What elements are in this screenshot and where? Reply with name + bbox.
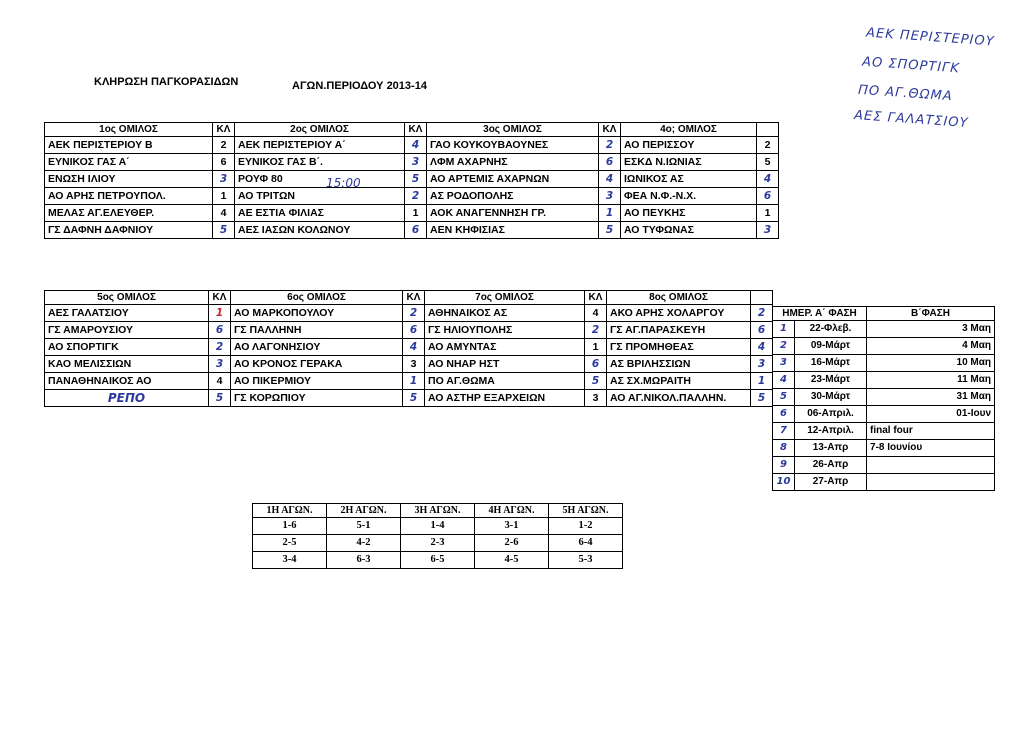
table-row [773,423,995,440]
date-cell: 22-Φλεβ. [795,321,867,338]
draw-number: 1 [405,205,427,222]
matchday-number: 1 [773,321,795,338]
date-cell: 11 Μαη [867,372,995,389]
team-cell: ΑΟ ΜΑΡΚΟΠΟΥΛΟΥ [231,305,403,322]
header-cell: 7ος ΟΜΙΛΟΣ [425,291,585,305]
date-cell: 26-Απρ [795,457,867,474]
header-cell: 4Η ΑΓΩΝ. [475,504,549,518]
draw-number: 6 [403,322,425,339]
table-row [45,322,773,339]
team-cell: ΑΟ ΑΣΤΗΡ ΕΞΑΡΧΕΙΩΝ [425,390,585,407]
table-header-row [45,291,773,305]
date-cell [867,474,995,491]
table-row [45,373,773,390]
team-cell: ΑΕΣ ΓΑΛΑΤΣΙΟΥ [45,305,209,322]
table-row [773,321,995,338]
team-cell: ΑΟ ΠΕΥΚΗΣ [621,205,757,222]
draw-number: 3 [209,356,231,373]
date-cell: 23-Μάρτ [795,372,867,389]
draw-number: 3 [403,356,425,373]
header-cell: ΚΛ [209,291,231,305]
draw-number: 6 [213,154,235,171]
date-cell: 3 Μαη [867,321,995,338]
team-cell: ΓΣ ΠΑΛΛΗΝΗ [231,322,403,339]
handnote-3: ΠΟ ΑΓ.ΘΩΜΑ [857,82,954,105]
draw-number: 2 [209,339,231,356]
pairing-cell: 1-4 [401,518,475,535]
draw-number: 1 [751,373,773,390]
date-cell: 7-8 Ιουνίου [867,440,995,457]
team-cell: ΓΣ ΗΛΙΟΥΠΟΛΗΣ [425,322,585,339]
header-cell: 3ος ΟΜΙΛΟΣ [427,123,599,137]
draw-number: 3 [599,188,621,205]
matchday-number: 4 [773,372,795,389]
table-header-row [45,123,779,137]
handnote-4: ΑΕΣ ΓΑΛΑΤΣΙΟΥ [853,108,969,131]
team-cell: ΡΕΠΟ [45,390,209,407]
team-cell: ΓΣ ΠΡΟΜΗΘΕΑΣ [607,339,751,356]
table-row [45,356,773,373]
draw-number: 6 [751,322,773,339]
header-cell: ΚΛ [599,123,621,137]
draw-number: 4 [213,205,235,222]
draw-number: 1 [757,205,779,222]
team-cell: ΓΑΟ ΚΟΥΚΟΥΒΑΟΥΝΕΣ [427,137,599,154]
team-cell: ΑΕ ΕΣΤΙΑ ΦΙΛΙΑΣ [235,205,405,222]
draw-number: 4 [209,373,231,390]
draw-number: 2 [403,305,425,322]
header-cell: 1Η ΑΓΩΝ. [253,504,327,518]
header-cell: ΗΜΕΡ. Α΄ ΦΑΣΗ [773,307,867,321]
team-cell: ΑΟ ΑΜΥΝΤΑΣ [425,339,585,356]
header-cell: 4ο; ΟΜΙΛΟΣ [621,123,757,137]
team-cell: ΑΟΚ ΑΝΑΓΕΝΝΗΣΗ ΓΡ. [427,205,599,222]
header-cell: Β΄ΦΑΣΗ [867,307,995,321]
draw-number: 2 [405,188,427,205]
matchday-number: 7 [773,423,795,440]
draw-number: 4 [751,339,773,356]
header-cell: ΚΛ [585,291,607,305]
team-cell: ΑΟ ΣΠΟΡΤΙΓΚ [45,339,209,356]
draw-number: 5 [209,390,231,407]
pairing-cell: 5-1 [327,518,401,535]
date-cell: 09-Μάρτ [795,338,867,355]
date-cell: 16-Μάρτ [795,355,867,372]
table-row [45,137,779,154]
draw-number: 6 [209,322,231,339]
team-cell: ΡΟΥΦ 80 [235,171,405,188]
pairing-cell: 2-3 [401,535,475,552]
table-header-row [773,307,995,321]
draw-number: 4 [405,137,427,154]
team-cell: ΑΘΗΝΑΙΚΟΣ ΑΣ [425,305,585,322]
header-cell [751,291,773,305]
team-cell: ΑΣ ΒΡΙΛΗΣΣΙΩΝ [607,356,751,373]
team-cell: ΑΟ ΑΡΗΣ ΠΕΤΡΟΥΠΟΛ. [45,188,213,205]
date-cell: 01-Ιουν [867,406,995,423]
table-row [253,535,623,552]
team-cell: ΓΣ ΔΑΦΝΗ ΔΑΦΝΙΟΥ [45,222,213,239]
draw-number: 1 [209,305,231,322]
draw-number: 1 [585,339,607,356]
header-cell: 8ος ΟΜΙΛΟΣ [607,291,751,305]
draw-number: 2 [585,322,607,339]
rounds-table [252,503,623,569]
pairing-cell: 2-5 [253,535,327,552]
header-cell: 1ος ΟΜΙΛΟΣ [45,123,213,137]
draw-number: 3 [585,390,607,407]
table-row [45,339,773,356]
table-row [253,552,623,569]
table-row [773,440,995,457]
draw-number: 2 [213,137,235,154]
handnote-1: ΑΕΚ ΠΕΡΙΣΤΕΡΙΟΥ [865,25,996,50]
draw-number: 6 [585,356,607,373]
draw-number: 5 [599,222,621,239]
pairing-cell: 6-3 [327,552,401,569]
table-row [45,205,779,222]
header-cell: 3Η ΑΓΩΝ. [401,504,475,518]
table-row [773,389,995,406]
table-header-row [253,504,623,518]
draw-number: 6 [757,188,779,205]
draw-number: 2 [599,137,621,154]
pairing-cell: 2-6 [475,535,549,552]
team-cell: ΕΣΚΔ Ν.ΙΩΝΙΑΣ [621,154,757,171]
date-cell: 30-Μάρτ [795,389,867,406]
team-cell: ΑΟ ΝΗΑΡ ΗΣΤ [425,356,585,373]
draw-number: 5 [751,390,773,407]
table-row [773,338,995,355]
date-cell: 31 Μαη [867,389,995,406]
team-cell: ΑΚΟ ΑΡΗΣ ΧΟΛΑΡΓΟΥ [607,305,751,322]
draw-number: 5 [585,373,607,390]
matchday-number: 3 [773,355,795,372]
team-cell: ΑΟ ΑΓ.ΝΙΚΟΛ.ΠΑΛΛΗΝ. [607,390,751,407]
draw-number: 3 [405,154,427,171]
schedule-table [772,306,995,491]
draw-number: 2 [751,305,773,322]
date-cell: 10 Μαη [867,355,995,372]
draw-number: 5 [213,222,235,239]
team-cell: ΓΣ ΑΜΑΡΟΥΣΙΟΥ [45,322,209,339]
handwritten-time: 15:00 [326,176,361,190]
team-cell: ΙΩΝΙΚΟΣ ΑΣ [621,171,757,188]
draw-number: 3 [751,356,773,373]
matchday-number: 6 [773,406,795,423]
matchday-number: 8 [773,440,795,457]
date-cell: 12-Απριλ. [795,423,867,440]
draw-number: 4 [403,339,425,356]
table-row [253,518,623,535]
date-cell: 27-Απρ [795,474,867,491]
team-cell: ΕΥΝΙΚΟΣ ΓΑΣ Α΄ [45,154,213,171]
table-row [773,474,995,491]
header-cell: ΚΛ [405,123,427,137]
pairing-cell: 4-5 [475,552,549,569]
team-cell: ΠΑΝΑΘΗΝΑΙΚΟΣ ΑΟ [45,373,209,390]
team-cell: ΑΟ ΚΡΟΝΟΣ ΓΕΡΑΚΑ [231,356,403,373]
page-title: ΚΛΗΡΩΣΗ ΠΑΓΚΟΡΑΣΙΔΩΝ [94,76,239,88]
team-cell: ΑΟ ΠΕΡΙΣΣΟΥ [621,137,757,154]
team-cell: ΑΟ ΛΑΓΟΝΗΣΙΟΥ [231,339,403,356]
team-cell: ΑΟ ΠΙΚΕΡΜΙΟΥ [231,373,403,390]
draw-number: 5 [757,154,779,171]
draw-number: 1 [213,188,235,205]
table-row [45,188,779,205]
team-cell: ΑΟ ΑΡΤΕΜΙΣ ΑΧΑΡΝΩΝ [427,171,599,188]
period-label: ΑΓΩΝ.ΠΕΡΙΟΔΟΥ 2013-14 [292,80,427,92]
team-cell: ΛΦΜ ΑΧΑΡΝΗΣ [427,154,599,171]
draw-number: 5 [405,171,427,188]
table-row [773,355,995,372]
pairing-cell: 6-4 [549,535,623,552]
date-cell: 06-Απριλ. [795,406,867,423]
matchday-number: 5 [773,389,795,406]
team-cell: ΑΕΝ ΚΗΦΙΣΙΑΣ [427,222,599,239]
draw-number: 3 [213,171,235,188]
draw-number: 6 [405,222,427,239]
date-cell: 4 Μαη [867,338,995,355]
draw-number: 3 [757,222,779,239]
table-row [773,372,995,389]
header-cell: 5ος ΟΜΙΛΟΣ [45,291,209,305]
team-cell: ΓΣ ΚΟΡΩΠΙΟΥ [231,390,403,407]
team-cell: ΑΟ ΤΥΦΩΝΑΣ [621,222,757,239]
header-cell: 2ος ΟΜΙΛΟΣ [235,123,405,137]
pairing-cell: 6-5 [401,552,475,569]
draw-number: 1 [599,205,621,222]
pairing-cell: 3-1 [475,518,549,535]
date-cell: 13-Απρ [795,440,867,457]
team-cell: ΕΥΝΙΚΟΣ ΓΑΣ Β΄. [235,154,405,171]
pairing-cell: 1-6 [253,518,327,535]
header-cell: 5Η ΑΓΩΝ. [549,504,623,518]
table-row [45,305,773,322]
pairing-cell: 3-4 [253,552,327,569]
team-cell: ΕΝΩΣΗ ΙΛΙΟΥ [45,171,213,188]
table-row [45,154,779,171]
table-row [45,390,773,407]
header-cell: ΚΛ [213,123,235,137]
header-cell: ΚΛ [403,291,425,305]
draw-number: 4 [585,305,607,322]
date-cell [867,457,995,474]
header-cell: 6ος ΟΜΙΛΟΣ [231,291,403,305]
team-cell: ΑΕΚ ΠΕΡΙΣΤΕΡΙΟΥ Β [45,137,213,154]
matchday-number: 10 [773,474,795,491]
team-cell: ΜΕΛΑΣ ΑΓ.ΕΛΕΥΘΕΡ. [45,205,213,222]
groups-table-top [44,122,779,239]
draw-number: 6 [599,154,621,171]
table-row [45,171,779,188]
pairing-cell: 5-3 [549,552,623,569]
table-row [45,222,779,239]
matchday-number: 9 [773,457,795,474]
draw-number: 2 [757,137,779,154]
table-row [773,406,995,423]
handnote-2: ΑΟ ΣΠΟΡΤΙΓΚ [861,54,961,77]
team-cell: ΑΕΣ ΙΑΣΩΝ ΚΟΛΩΝΟΥ [235,222,405,239]
team-cell: ΦΕΑ Ν.Φ.-Ν.Χ. [621,188,757,205]
team-cell: ΑΟ ΤΡΙΤΩΝ [235,188,405,205]
team-cell: ΑΣ ΡΟΔΟΠΟΛΗΣ [427,188,599,205]
header-cell [757,123,779,137]
team-cell: ΓΣ ΑΓ.ΠΑΡΑΣΚΕΥΗ [607,322,751,339]
date-cell: final four [867,423,995,440]
pairing-cell: 4-2 [327,535,401,552]
team-cell: ΑΕΚ ΠΕΡΙΣΤΕΡΙΟΥ Α΄ [235,137,405,154]
groups-table-bottom [44,290,773,407]
header-cell: 2Η ΑΓΩΝ. [327,504,401,518]
pairing-cell: 1-2 [549,518,623,535]
table-row [773,457,995,474]
draw-number: 4 [757,171,779,188]
team-cell: ΑΣ ΣΧ.ΜΩΡΑΙΤΗ [607,373,751,390]
matchday-number: 2 [773,338,795,355]
team-cell: ΚΑΟ ΜΕΛΙΣΣΙΩΝ [45,356,209,373]
draw-number: 4 [599,171,621,188]
team-cell: ΠΟ ΑΓ.ΘΩΜΑ [425,373,585,390]
draw-number: 5 [403,390,425,407]
draw-number: 1 [403,373,425,390]
